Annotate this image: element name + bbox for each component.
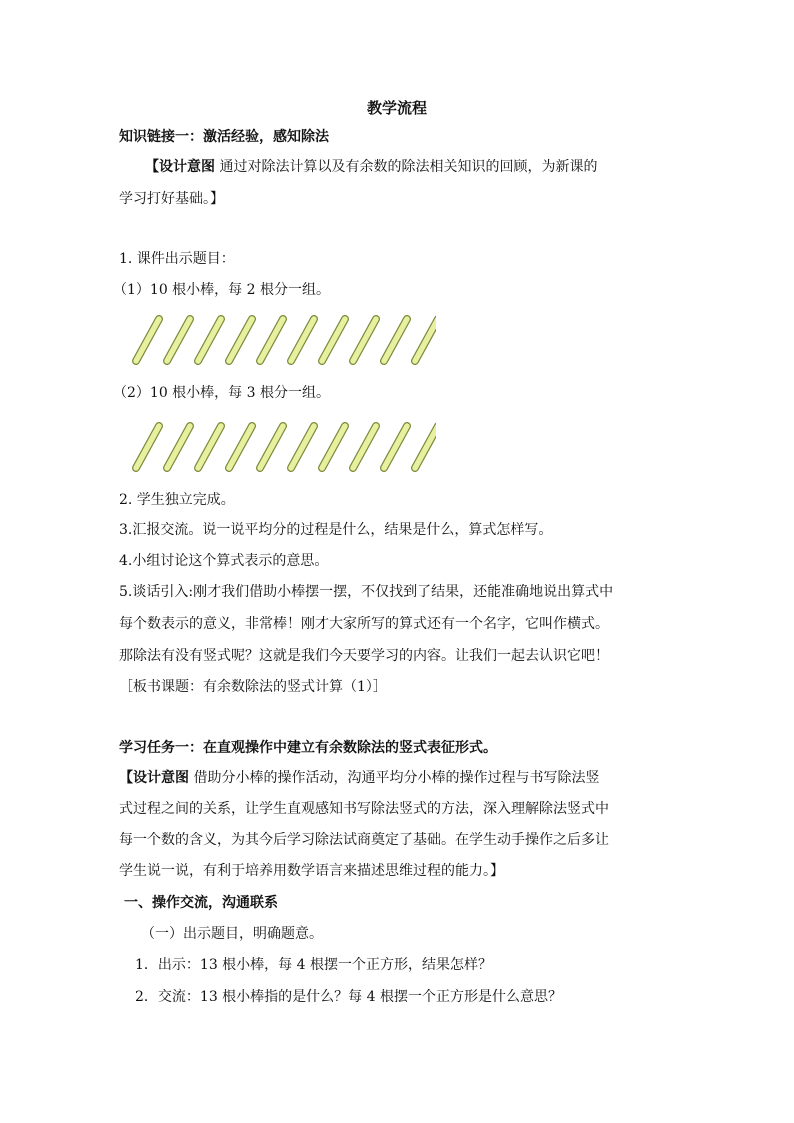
stick bbox=[322, 426, 345, 468]
stick bbox=[415, 426, 436, 468]
stick bbox=[291, 426, 314, 468]
stick bbox=[384, 426, 407, 468]
stick bbox=[198, 319, 221, 361]
stick bbox=[384, 319, 407, 361]
page-title: 教学流程 bbox=[366, 99, 427, 117]
list-item: （一）出示题目，明确题意。 bbox=[141, 926, 323, 942]
sticks-figure-1 bbox=[126, 313, 436, 369]
stick bbox=[198, 426, 221, 468]
stick bbox=[353, 319, 376, 361]
list-item: 1．出示：13 根小棒，每 4 根摆一个正方形，结果怎样？ bbox=[135, 957, 492, 973]
sub-heading: 一、操作交流，沟通联系 bbox=[124, 895, 278, 911]
list-item: 5.谈话引入:刚才我们借助小棒摆一摆，不仅找到了结果，还能准确地说出算式中 bbox=[119, 584, 614, 600]
stick bbox=[136, 426, 159, 468]
stick bbox=[322, 319, 345, 361]
board-title-note: ［板书课题：有余数除法的竖式计算（1）］ bbox=[119, 679, 387, 695]
stick bbox=[229, 319, 252, 361]
section1-heading: 知识链接一：激活经验，感知除法 bbox=[119, 129, 329, 145]
paragraph-line: 学生说一说，有利于培养用数学语言来描述思维过程的能力。】 bbox=[119, 863, 504, 879]
section1-design-line1 bbox=[145, 157, 597, 177]
sticks-figure-2 bbox=[126, 420, 436, 476]
section2-design-line1 bbox=[119, 768, 599, 788]
stick bbox=[167, 426, 190, 468]
sticks-image bbox=[126, 420, 436, 476]
section2-heading: 学习任务一：在直观操作中建立有余数除法的竖式表征形式。 bbox=[119, 740, 497, 756]
list-item: （1）10 根小棒，每 2 根分一组。 bbox=[113, 282, 330, 298]
design-intent-text: 通过对除法计算以及有余数的除法相关知识的回顾，为新课的 bbox=[219, 159, 598, 175]
stick bbox=[260, 319, 283, 361]
stick bbox=[291, 319, 314, 361]
stick bbox=[167, 319, 190, 361]
list-item: 每个数表示的意义，非常棒！刚才大家所写的算式还有一个名字，它叫作横式。 bbox=[119, 616, 609, 632]
list-item: 那除法有没有竖式呢？这就是我们今天要学习的内容。让我们一起去认识它吧！ bbox=[119, 648, 609, 664]
list-item: 1. 课件出示题目： bbox=[119, 251, 235, 267]
sticks-image bbox=[126, 313, 436, 369]
design-intent-text: 借助分小棒的操作活动，沟通平均分小棒的操作过程与书写除法竖 bbox=[193, 770, 600, 786]
stick bbox=[260, 426, 283, 468]
stick bbox=[353, 426, 376, 468]
design-intent-label: 【设计意图 bbox=[119, 770, 189, 786]
list-item: 2．交流：13 根小棒指的是什么？每 4 根摆一个正方形是什么意思？ bbox=[135, 989, 562, 1005]
paragraph-line: 式过程之间的关系，让学生直观感知书写除法竖式的方法，深入理解除法竖式中 bbox=[119, 801, 609, 817]
list-item: （2）10 根小棒，每 3 根分一组。 bbox=[113, 385, 330, 401]
design-intent-label: 【设计意图 bbox=[145, 159, 215, 175]
stick bbox=[136, 319, 159, 361]
section1-design-line2: 学习打好基础。】 bbox=[119, 191, 224, 207]
stick bbox=[415, 319, 436, 361]
list-item: 3.汇报交流。说一说平均分的过程是什么，结果是什么，算式怎样写。 bbox=[119, 522, 553, 538]
paragraph-line: 每一个数的含义，为其今后学习除法试商奠定了基础。在学生动手操作之后多让 bbox=[119, 832, 609, 848]
list-item: 2. 学生独立完成。 bbox=[119, 492, 235, 508]
list-item: 4.小组讨论这个算式表示的意思。 bbox=[119, 553, 329, 569]
stick bbox=[229, 426, 252, 468]
